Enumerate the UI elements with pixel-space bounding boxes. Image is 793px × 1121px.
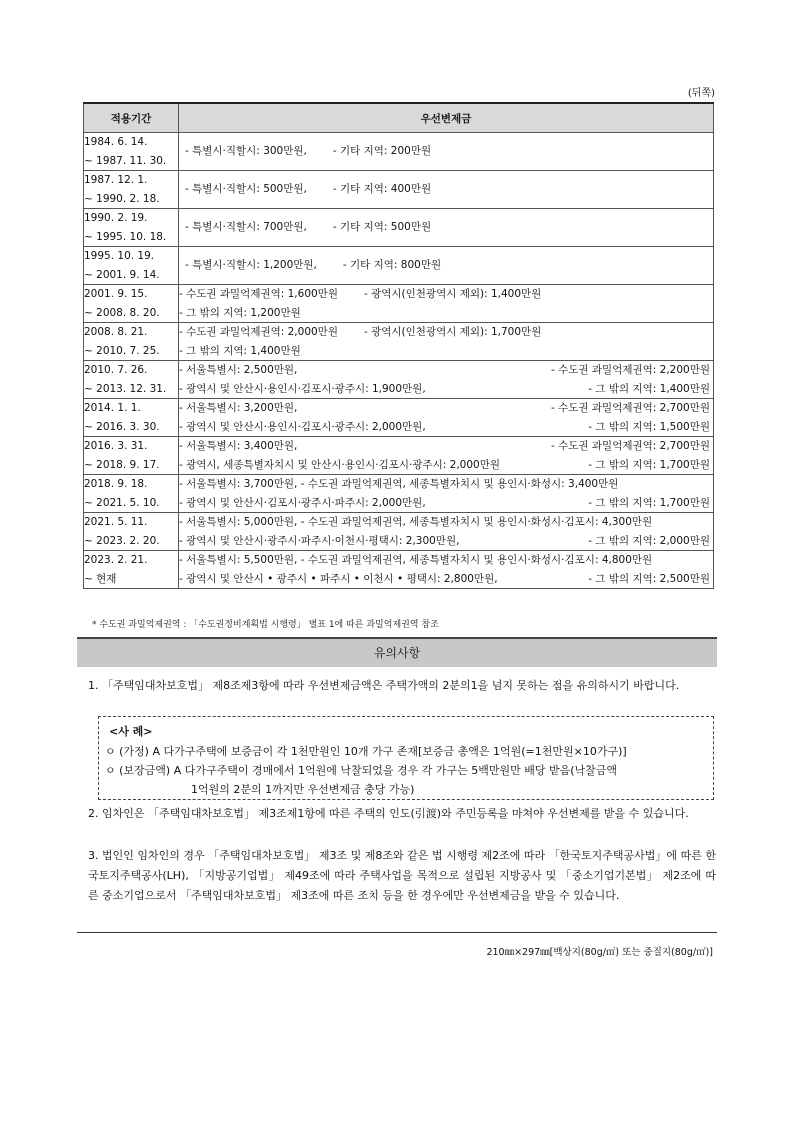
table-row <box>84 209 714 247</box>
period-line: ~ 2016. 3. 30. <box>84 420 160 433</box>
amount-line <box>179 475 713 494</box>
amount-line <box>185 180 713 199</box>
amount-cell <box>179 247 714 285</box>
amount-segment: - 기타 지역: 800만원 <box>342 259 442 272</box>
amount-line <box>179 285 713 304</box>
amount-segment: - 수도권 과밀억제권역: 2,000만원 <box>179 326 338 338</box>
period-line: 2010. 7. 26. <box>84 364 148 376</box>
amount-segment: - 기타 지역: 400만원 <box>332 183 432 196</box>
period-line: ~ 1987. 11. 30. <box>84 154 167 167</box>
period-cell <box>84 133 179 171</box>
period-line: 2001. 9. 15. <box>84 288 148 300</box>
amount-segment: - 서울특별시: 3,200만원, <box>179 402 298 414</box>
notice-item-text: 법인인 임차인의 경우 「주택임대차보호법」 제3조 및 제8조와 같은 법 시행령 제2조에 따라 「한국토지주택공사법」에 따른 한국토지주택공사(LH), 「지방공기업법」 제49조에 따라 주택사업을 목적으로 설립된 지방공사 및 「중소기업기본법」 제2조에 따른 중소기업으로서 「주택임대차보호법」 제3조에 따른 조치 등을 한 경우에만 우선변제금을 받을 수 있습니다. <box>88 849 716 902</box>
amount-line <box>179 456 713 475</box>
table-row <box>84 323 714 361</box>
period-line: ~ 2010. 7. 25. <box>84 344 160 357</box>
period-cell <box>84 475 179 513</box>
period-cell <box>84 551 179 589</box>
amount-cell <box>179 551 714 589</box>
period-line: 2014. 1. 1. <box>84 402 141 414</box>
period-line: ~ 2013. 12. 31. <box>84 382 167 395</box>
period-line: 2023. 2. 21. <box>84 554 148 566</box>
amount-segment: - 그 밖의 지역: 1,200만원 <box>179 306 301 319</box>
period-line: 2008. 8. 21. <box>84 326 148 338</box>
amount-cell <box>179 437 714 475</box>
amount-cell <box>179 475 714 513</box>
amount-cell <box>179 399 714 437</box>
amount-line <box>185 142 713 161</box>
amount-cell <box>179 513 714 551</box>
table-row <box>84 133 714 171</box>
amount-line <box>179 380 713 399</box>
amount-line <box>179 418 713 437</box>
amount-line <box>179 361 713 380</box>
example-line-3: 1억원의 2분의 1까지만 우선변제금 충당 가능) <box>191 783 415 796</box>
amount-cell <box>179 285 714 323</box>
amount-segment: - 서울특별시: 5,000만원, - 수도권 과밀억제권역, 세종특별자치시 및 용인시·화성시·김포시: 4,300만원 <box>179 516 653 528</box>
amount-segment: - 광역시, 세종특별자치시 및 안산시·용인시·김포시·광주시: 2,000만원 <box>179 458 500 471</box>
period-cell <box>84 437 179 475</box>
period-line: ~ 2018. 9. 17. <box>84 458 160 471</box>
period-cell <box>84 285 179 323</box>
amount-segment: - 수도권 과밀억제권역: 2,700만원 <box>551 402 710 414</box>
amount-segment: - 그 밖의 지역: 2,500만원 <box>588 572 710 585</box>
amount-segment: - 그 밖의 지역: 1,400만원 <box>179 344 301 357</box>
amount-line <box>185 256 713 275</box>
amount-segment: - 기타 지역: 200만원 <box>332 145 432 158</box>
amount-segment: - 특별시·직할시: 700만원, <box>185 221 307 234</box>
period-line: ~ 1990. 2. 18. <box>84 192 160 205</box>
period-line: 2018. 9. 18. <box>84 478 148 490</box>
table-row <box>84 361 714 399</box>
bottom-divider <box>77 932 717 933</box>
amount-cell <box>179 133 714 171</box>
amount-segment: - 광역시(인천광역시 제외): 1,400만원 <box>363 288 542 300</box>
amount-line <box>179 399 713 418</box>
priority-repayment-table <box>83 102 714 589</box>
notice-item-2: 2. 임차인은 「주택임대차보호법」 제3조제1항에 따른 주택의 인도(引渡)와 주민등록을 마쳐야 우선변제를 받을 수 있습니다. <box>88 807 689 820</box>
period-cell <box>84 399 179 437</box>
amount-segment: - 광역시 및 안산시·광주시·파주시·이천시·평택시: 2,300만원, <box>179 534 460 547</box>
example-line-2: ㅇ (보장금액) A 다가구주택이 경매에서 1억원에 낙찰되었을 경우 각 가구는 5백만원만 배당 받음(낙찰금액 <box>105 764 618 777</box>
amount-segment: - 광역시(인천광역시 제외): 1,700만원 <box>363 326 542 338</box>
amount-segment: - 수도권 과밀억제권역: 1,600만원 <box>179 288 338 300</box>
amount-segment: - 서울특별시: 3,700만원, - 수도권 과밀억제권역, 세종특별자치시 및 용인시·화성시: 3,400만원 <box>179 478 619 490</box>
amount-segment: - 서울특별시: 3,400만원, <box>179 440 298 452</box>
table-row <box>84 437 714 475</box>
amount-line <box>179 570 713 589</box>
amount-cell <box>179 209 714 247</box>
amount-line <box>179 513 713 532</box>
amount-line <box>179 323 713 342</box>
period-cell <box>84 171 179 209</box>
table-row <box>84 399 714 437</box>
period-cell <box>84 247 179 285</box>
period-line: ~ 2021. 5. 10. <box>84 496 160 509</box>
period-line: 1990. 2. 19. <box>84 212 148 224</box>
period-line: ~ 2008. 8. 20. <box>84 306 160 319</box>
period-cell <box>84 361 179 399</box>
period-cell <box>84 209 179 247</box>
table-row <box>84 551 714 589</box>
table-row <box>84 285 714 323</box>
amount-line <box>179 532 713 551</box>
amount-segment: - 그 밖의 지역: 1,400만원 <box>588 382 710 395</box>
example-title: <사 례> <box>109 725 153 738</box>
notice-title: 유의사항 <box>77 637 717 667</box>
amount-segment: - 기타 지역: 500만원 <box>332 221 432 234</box>
amount-segment: - 그 밖의 지역: 1,500만원 <box>588 420 710 433</box>
amount-segment: - 광역시 및 안산시·용인시·김포시·광주시: 1,900만원, <box>179 382 426 395</box>
table-row <box>84 171 714 209</box>
amount-segment: - 광역시 및 안산시 • 광주시 • 파주시 • 이천시 • 평택시: 2,800만원, <box>179 572 498 585</box>
amount-line <box>179 494 713 513</box>
table-header-row <box>84 103 714 133</box>
notice-item-1: 1. 「주택임대차보호법」 제8조제3항에 따라 우선변제금액은 주택가액의 2분의1을 넘지 못하는 점을 유의하시기 바랍니다. <box>88 679 680 692</box>
amount-cell <box>179 361 714 399</box>
example-box <box>98 716 714 800</box>
amount-segment: - 그 밖의 지역: 1,700만원 <box>588 458 710 471</box>
amount-line <box>179 437 713 456</box>
period-line: ~ 2001. 9. 14. <box>84 268 160 281</box>
period-line: 1984. 6. 14. <box>84 136 148 148</box>
notice-item-text: 임차인은 「주택임대차보호법」 제3조제1항에 따른 주택의 인도(引渡)와 주민등록을 마쳐야 우선변제를 받을 수 있습니다. <box>102 807 689 820</box>
amount-line <box>179 304 713 323</box>
period-cell <box>84 323 179 361</box>
notice-item-3: 3. 법인인 임차인의 경우 「주택임대차보호법」 제3조 및 제8조와 같은 법 시행령 제2조에 따라 「한국토지주택공사법」에 따른 한국토지주택공사(LH), 「지방공기업법」 제49조에 따라 주택사업을 목적으로 설립된 지방공사 및 「중소기업기본법」 제2조에 따른 중소기업으로서 「주택임대차보호법」 제3조에 따른 조치 등을 한 경우에만 우선변제금을 받을 수 있습니다. <box>88 849 716 902</box>
table-row <box>84 513 714 551</box>
amount-segment: - 그 밖의 지역: 2,000만원 <box>588 534 710 547</box>
period-line: 2016. 3. 31. <box>84 440 148 452</box>
amount-segment: - 그 밖의 지역: 1,700만원 <box>588 496 710 509</box>
amount-segment: - 서울특별시: 5,500만원, - 수도권 과밀억제권역, 세종특별자치시 및 용인시·화성시·김포시: 4,800만원 <box>179 554 653 566</box>
period-cell <box>84 513 179 551</box>
amount-segment: - 수도권 과밀억제권역: 2,200만원 <box>551 364 710 376</box>
amount-segment: - 특별시·직할시: 1,200만원, <box>185 259 317 272</box>
header-amount: 우선변제금 <box>179 103 714 133</box>
amount-line <box>185 218 713 237</box>
amount-segment: - 서울특별시: 2,500만원, <box>179 364 298 376</box>
footnote: * 수도권 과밀억제권역 : 「수도권정비계획법 시행령」 별표 1에 따른 과밀억제권역 참조 <box>92 620 439 630</box>
amount-line <box>179 551 713 570</box>
period-line: ~ 1995. 10. 18. <box>84 230 167 243</box>
amount-line <box>179 342 713 361</box>
amount-cell <box>179 323 714 361</box>
back-page-label: (뒤쪽) <box>687 88 715 99</box>
notice-item-text: 「주택임대차보호법」 제8조제3항에 따라 우선변제금액은 주택가액의 2분의1을 넘지 못하는 점을 유의하시기 바랍니다. <box>102 679 680 692</box>
amount-segment: - 수도권 과밀억제권역: 2,700만원 <box>551 440 710 452</box>
amount-segment: - 특별시·직할시: 300만원, <box>185 145 307 158</box>
table-row <box>84 475 714 513</box>
amount-segment: - 광역시 및 안산시·용인시·김포시·광주시: 2,000만원, <box>179 420 426 433</box>
header-period: 적용기간 <box>84 103 179 133</box>
period-line: ~ 현재 <box>84 572 117 585</box>
amount-cell <box>179 171 714 209</box>
amount-segment: - 특별시·직할시: 500만원, <box>185 183 307 196</box>
period-line: 2021. 5. 11. <box>84 516 148 528</box>
amount-segment: - 광역시 및 안산시·김포시·광주시·파주시: 2,000만원, <box>179 496 426 509</box>
period-line: ~ 2023. 2. 20. <box>84 534 160 547</box>
paper-spec-footer: 210㎜×297㎜[백상지(80g/㎡) 또는 중질지(80g/㎡)] <box>486 947 713 958</box>
example-line-1: ㅇ (가정) A 다가구주택에 보증금이 각 1천만원인 10개 가구 존재[보증금 총액은 1억원(=1천만원×10가구)] <box>105 745 627 758</box>
table-row <box>84 247 714 285</box>
period-line: 1995. 10. 19. <box>84 250 155 262</box>
period-line: 1987. 12. 1. <box>84 174 148 186</box>
